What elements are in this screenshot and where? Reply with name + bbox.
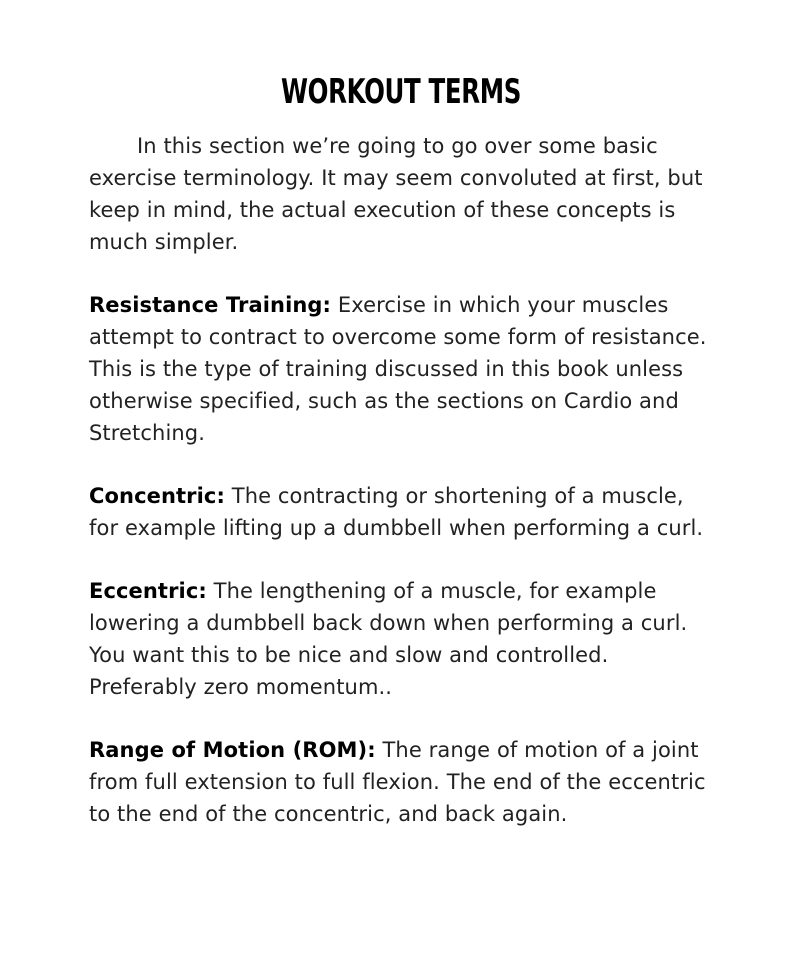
term-definition: The lengthening of a muscle, for example lowering a dumbbell back down when performing a curl. You want this to be nice and slow and controlled. Preferably zero momentum.. (89, 579, 688, 699)
term-entry-resistance-training (89, 289, 719, 449)
term-definition: The contracting or shortening of a muscle, for example lifting up a dumbbell when performing a curl. (89, 484, 704, 540)
term-entry-eccentric (89, 575, 719, 703)
term-entry-range-of-motion (89, 734, 719, 830)
document-body (89, 130, 719, 861)
term-name: Range of Motion (ROM): (89, 738, 376, 762)
term-entry-concentric (89, 480, 719, 544)
intro-paragraph: In this section we’re going to go over some basic exercise terminology. It may seem convoluted at first, but keep in mind, the actual execution of these concepts is much simpler. (89, 134, 703, 254)
page-title: WORKOUT TERMS (280, 72, 522, 112)
term-name: Concentric: (89, 484, 225, 508)
term-definition: The range of motion of a joint from full extension to full flexion. The end of the eccentric to the end of the concentric, and back again. (89, 738, 706, 826)
term-name: Eccentric: (89, 579, 207, 603)
term-name: Resistance Training: (89, 293, 332, 317)
term-definition: Exercise in which your muscles attempt to contract to overcome some form of resistance. This is the type of training discussed in this book unless otherwise specified, such as the sections on Cardio and Stretching. (89, 293, 707, 445)
